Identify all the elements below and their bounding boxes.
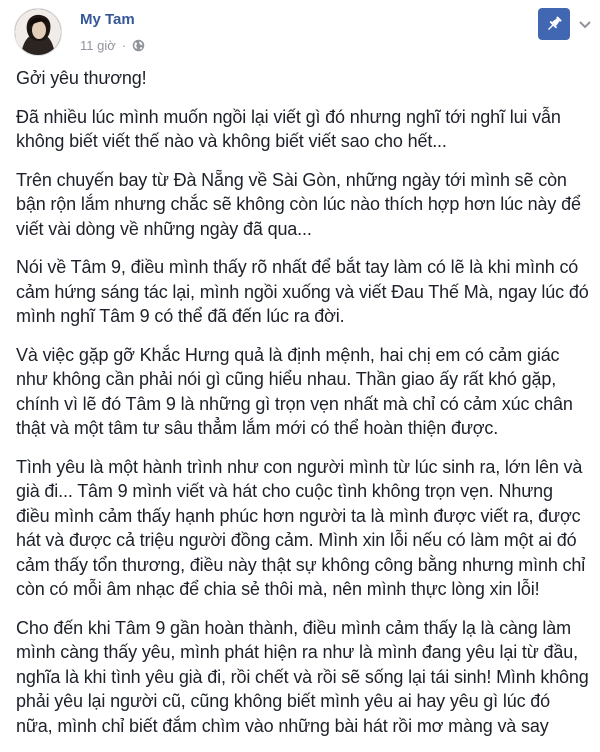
post-paragraph: Đã nhiều lúc mình muốn ngồi lại viết gì đó nhưng nghĩ tới nghĩ lui vẫn không biết viết thế nào và không biết viết sao cho hết... bbox=[16, 106, 561, 151]
meta-separator: · bbox=[121, 38, 127, 53]
post-paragraph: Cho đến khi Tâm 9 gần hoàn thành, điều mình cảm thấy lạ là càng làm mình càng thấy yêu, mình phát hiện ra như là mình đang yêu lại từ đầu, nghĩa là khi tình yêu già đi, rồi chết và rồi sẽ sống lại tái sinh! Mình không phải yêu lại người cũ, cũng không biết mình yêu ai hay yêu gì lúc đó nữa, mình chỉ biết đắm chìm vào những bài hát rồi mơ màng và say bbox=[16, 617, 589, 736]
pin-icon bbox=[544, 14, 564, 34]
avatar[interactable] bbox=[14, 8, 62, 56]
post-paragraph: Và việc gặp gỡ Khắc Hưng quả là định mệnh, hai chị em có cảm giác như không cần phải nói gì cũng hiểu nhau. Thần giao ấy rất khó gặp, chính vì lẽ đó Tâm 9 là những gì trọn vẹn nhất mà chỉ có cảm xúc chân thật và một tâm tư sâu thẳm lắm mới có thể hoàn thiện được. bbox=[16, 344, 573, 438]
author-name[interactable]: My Tam bbox=[80, 11, 135, 28]
globe-icon[interactable] bbox=[132, 39, 145, 52]
post-timestamp[interactable]: 11 giờ bbox=[80, 38, 116, 53]
post-paragraph: Tình yêu là một hành trình như con người mình từ lúc sinh ra, lớn lên và già đi... Tâm 9 mình viết và hát cho cuộc tình không trọn vẹn. Nhưng điều mình cảm thấy hạnh phúc hơn người ta là mình được viết ra, được hát và được cả triệu người đồng cảm. Mình xin lỗi nếu có làm một ai đó cảm thấy tổn thương, điều này thật sự không công bằng nhưng mình chỉ còn có mỗi âm nhạc để chia sẻ thôi mà, nên mình thực lòng xin lỗi! bbox=[16, 456, 586, 599]
post-paragraph: Trên chuyến bay từ Đà Nẵng về Sài Gòn, những ngày tới mình sẽ còn bận rộn lắm nhưng chắc sẽ không còn lúc nào thích hợp hơn lúc này để viết vài dòng về những ngày đã qua... bbox=[16, 169, 581, 239]
chevron-down-icon[interactable] bbox=[578, 17, 592, 31]
post-body bbox=[16, 64, 590, 752]
post-paragraph: Nói về Tâm 9, điều mình thấy rõ nhất để bắt tay làm có lẽ là khi mình có cảm hứng sáng tác lại, mình ngồi xuống và viết Đau Thế Mà, ngay lúc đó mình nghĩ Tâm 9 có thể đã đến lúc ra đời. bbox=[16, 257, 589, 326]
post-paragraph: Gởi yêu thương! bbox=[16, 68, 147, 88]
profile-photo-icon bbox=[15, 9, 61, 55]
post-header bbox=[0, 0, 600, 64]
pin-button[interactable] bbox=[538, 8, 570, 40]
post-meta bbox=[80, 38, 145, 53]
